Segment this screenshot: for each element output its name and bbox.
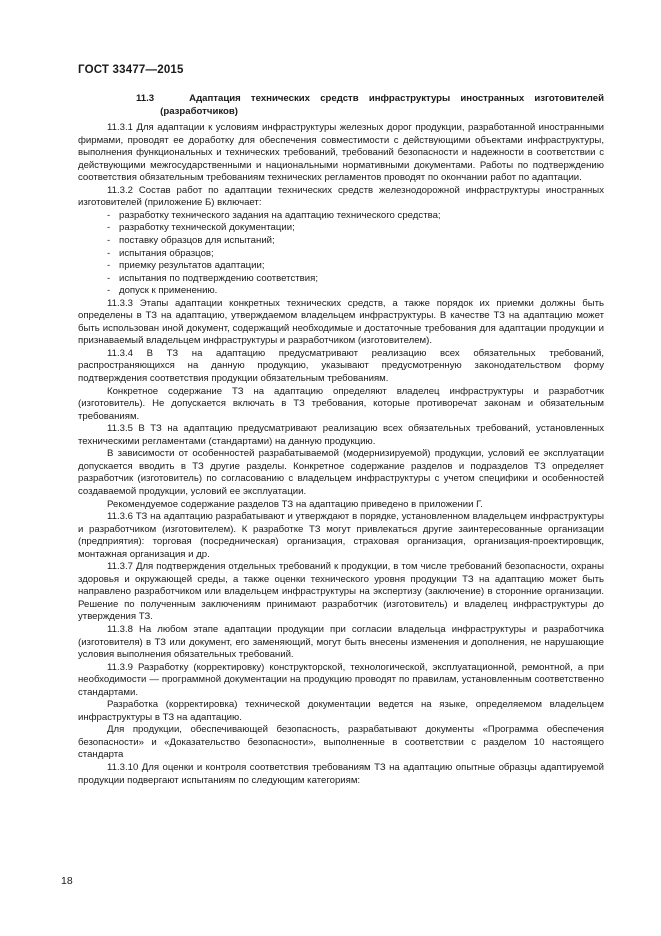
page-number: 18 xyxy=(61,875,73,887)
body-paragraph: 11.3.5 В ТЗ на адаптацию предусматривают реализацию всех обязательных требований, установленных техническими регламентами (стандартами) на данную продукцию. xyxy=(78,423,604,447)
list-item-text: поставку образцов для испытаний; xyxy=(119,235,275,247)
list-item-text: испытания по подтверждению соответствия; xyxy=(119,272,318,284)
list-item xyxy=(78,210,604,223)
document-header: ГОСТ 33477—2015 xyxy=(78,64,184,76)
list-item xyxy=(78,248,604,261)
paragraphs-before-list xyxy=(78,122,604,210)
body-paragraph: В зависимости от особенностей разрабатываемой (модернизируемой) продукции, условий ее эксплуатации допускается вводить в ТЗ другие разделы. Конкретное содержание разделов и подразделов ТЗ определяет разработчик (изготовитель) по согласованию с владельцем инфраструктуры с учетом специфики и особенностей создаваемой продукции, условий ее эксплуатации. xyxy=(78,448,604,497)
body-paragraph: 11.3.6 ТЗ на адаптацию разрабатывают и утверждают в порядке, установленном владельцем инфраструктуры и разработчиком (изготовителем). К разработке ТЗ могут привлекаться другие заинтересованные организации (предприятия): торговая (посредническая) организация, страховая организация, организация-проектировщик, монтажная организация и др. xyxy=(78,511,604,560)
body-paragraph: 11.3.3 Этапы адаптации конкретных технических средств, а также порядок их приемки должны быть определены в ТЗ на адаптацию, утверждаемом владельцем инфраструктуры. В качестве ТЗ на адаптацию может быть использован иной документ, содержащий необходимые и достаточные требования для адаптации продукции и признаваемый владельцем инфраструктуры и разработчиком (изготовителем). xyxy=(78,297,604,347)
list-item xyxy=(78,260,604,273)
list-dash: - xyxy=(107,285,111,297)
body-paragraph: Конкретное содержание ТЗ на адаптацию определяют владелец инфраструктуры и разработчик (изготовитель). Не допускается включать в ТЗ требования, которые противоречат законам и обязательным требованиям. xyxy=(78,385,604,422)
body-paragraph: Для продукции, обеспечивающей безопасность, разрабатывают документы «Программа обеспечения безопасности» и «Доказательство безопасности», выполненные в соответствии с разделом 10 настоящего стандарта xyxy=(78,724,604,761)
body-paragraph: 11.3.9 Разработку (корректировку) конструкторской, технологической, эксплуатационной, ремонтной, а при необходимости — программной документации на продукцию проводят по правилам, установленным соответственно стандартами. xyxy=(78,661,604,698)
list-item xyxy=(78,235,604,248)
list-dash: - xyxy=(107,260,111,272)
body-paragraph: 11.3.7 Для подтверждения отдельных требований к продукции, в том числе требований безопасности, охраны здоровья и окружающей среды, а также оценки технического уровня продукции ТЗ на адаптацию может быть направлено разработчиком или владельцем инфраструктуры на экспертизу (заключение) в сторонние организации. Решение по полученным заключениям принимают разработчик (изготовитель) и владелец инфраструктуры до утверждения ТЗ. xyxy=(78,561,604,623)
body-paragraph: 11.3.2 Состав работ по адаптации технических средств железнодорожной инфраструктуры иностранных изготовителей (приложение Б) включает: xyxy=(78,184,604,209)
body-paragraph: 11.3.1 Для адаптации к условиям инфраструктуры железных дорог продукции, разработанной иностранными фирмами, проводят ее доработку для обеспечения совместимости с действующими объектами инфраструктуры, выполнения функциональных и технических требований, требований безопасности и надежности в соответствии с действующими межгосударственными и национальными нормативными документами. Работы по подтверждению соответствия обязательным требованиям технических регламентов проводят по окончании работ по адаптации. xyxy=(78,122,604,184)
body-paragraph: 11.3.10 Для оценки и контроля соответствия требованиям ТЗ на адаптацию опытные образцы адаптируемой продукции подвергают испытаниям по следующим категориям: xyxy=(78,761,604,786)
list-dash: - xyxy=(107,235,111,247)
body-paragraph: Рекомендуемое содержание разделов ТЗ на адаптацию приведено в приложении Г. xyxy=(107,498,483,510)
list-item-text: приемку результатов адаптации; xyxy=(119,260,265,272)
body-paragraph: 11.3.4 В ТЗ на адаптацию предусматривают реализацию всех обязательных требований, распространяющихся на данную продукцию, указывают предусмотренную законодательством форму подтверждения соответствия продукции обязательным требованиям. xyxy=(78,347,604,385)
list-dash: - xyxy=(107,247,111,259)
list-item xyxy=(78,222,604,235)
list-item xyxy=(78,273,604,286)
document-body xyxy=(78,93,604,787)
list-item-text: разработку технической документации; xyxy=(119,222,295,234)
body-paragraph: Разработка (корректировка) технической документации ведется на языке, определяемом владельцем инфраструктуры в ТЗ на адаптацию. xyxy=(78,699,604,723)
body-paragraph: 11.3.8 На любом этапе адаптации продукции при согласии владельца инфраструктуры и разработчика (изготовителя) в ТЗ или документ, его заменяющий, могут быть внесены изменения и дополнения, не нарушающие условия выполнения обязательных требований. xyxy=(78,623,604,661)
section-heading xyxy=(78,93,604,118)
list-dash: - xyxy=(107,272,111,284)
list-item-text: испытания образцов; xyxy=(119,247,214,259)
section-title: Адаптация технических средств инфраструктуры иностранных изготовителей (разработчиков) xyxy=(160,93,604,117)
list-item xyxy=(78,285,604,298)
work-stages-list xyxy=(78,210,604,298)
list-item-text: разработку технического задания на адаптацию технического средства; xyxy=(119,209,441,221)
list-dash: - xyxy=(107,222,111,234)
list-item-text: допуск к применению. xyxy=(119,285,218,297)
section-number: 11.3 xyxy=(136,93,155,104)
paragraphs-after-list xyxy=(78,298,604,787)
list-dash: - xyxy=(107,209,111,221)
